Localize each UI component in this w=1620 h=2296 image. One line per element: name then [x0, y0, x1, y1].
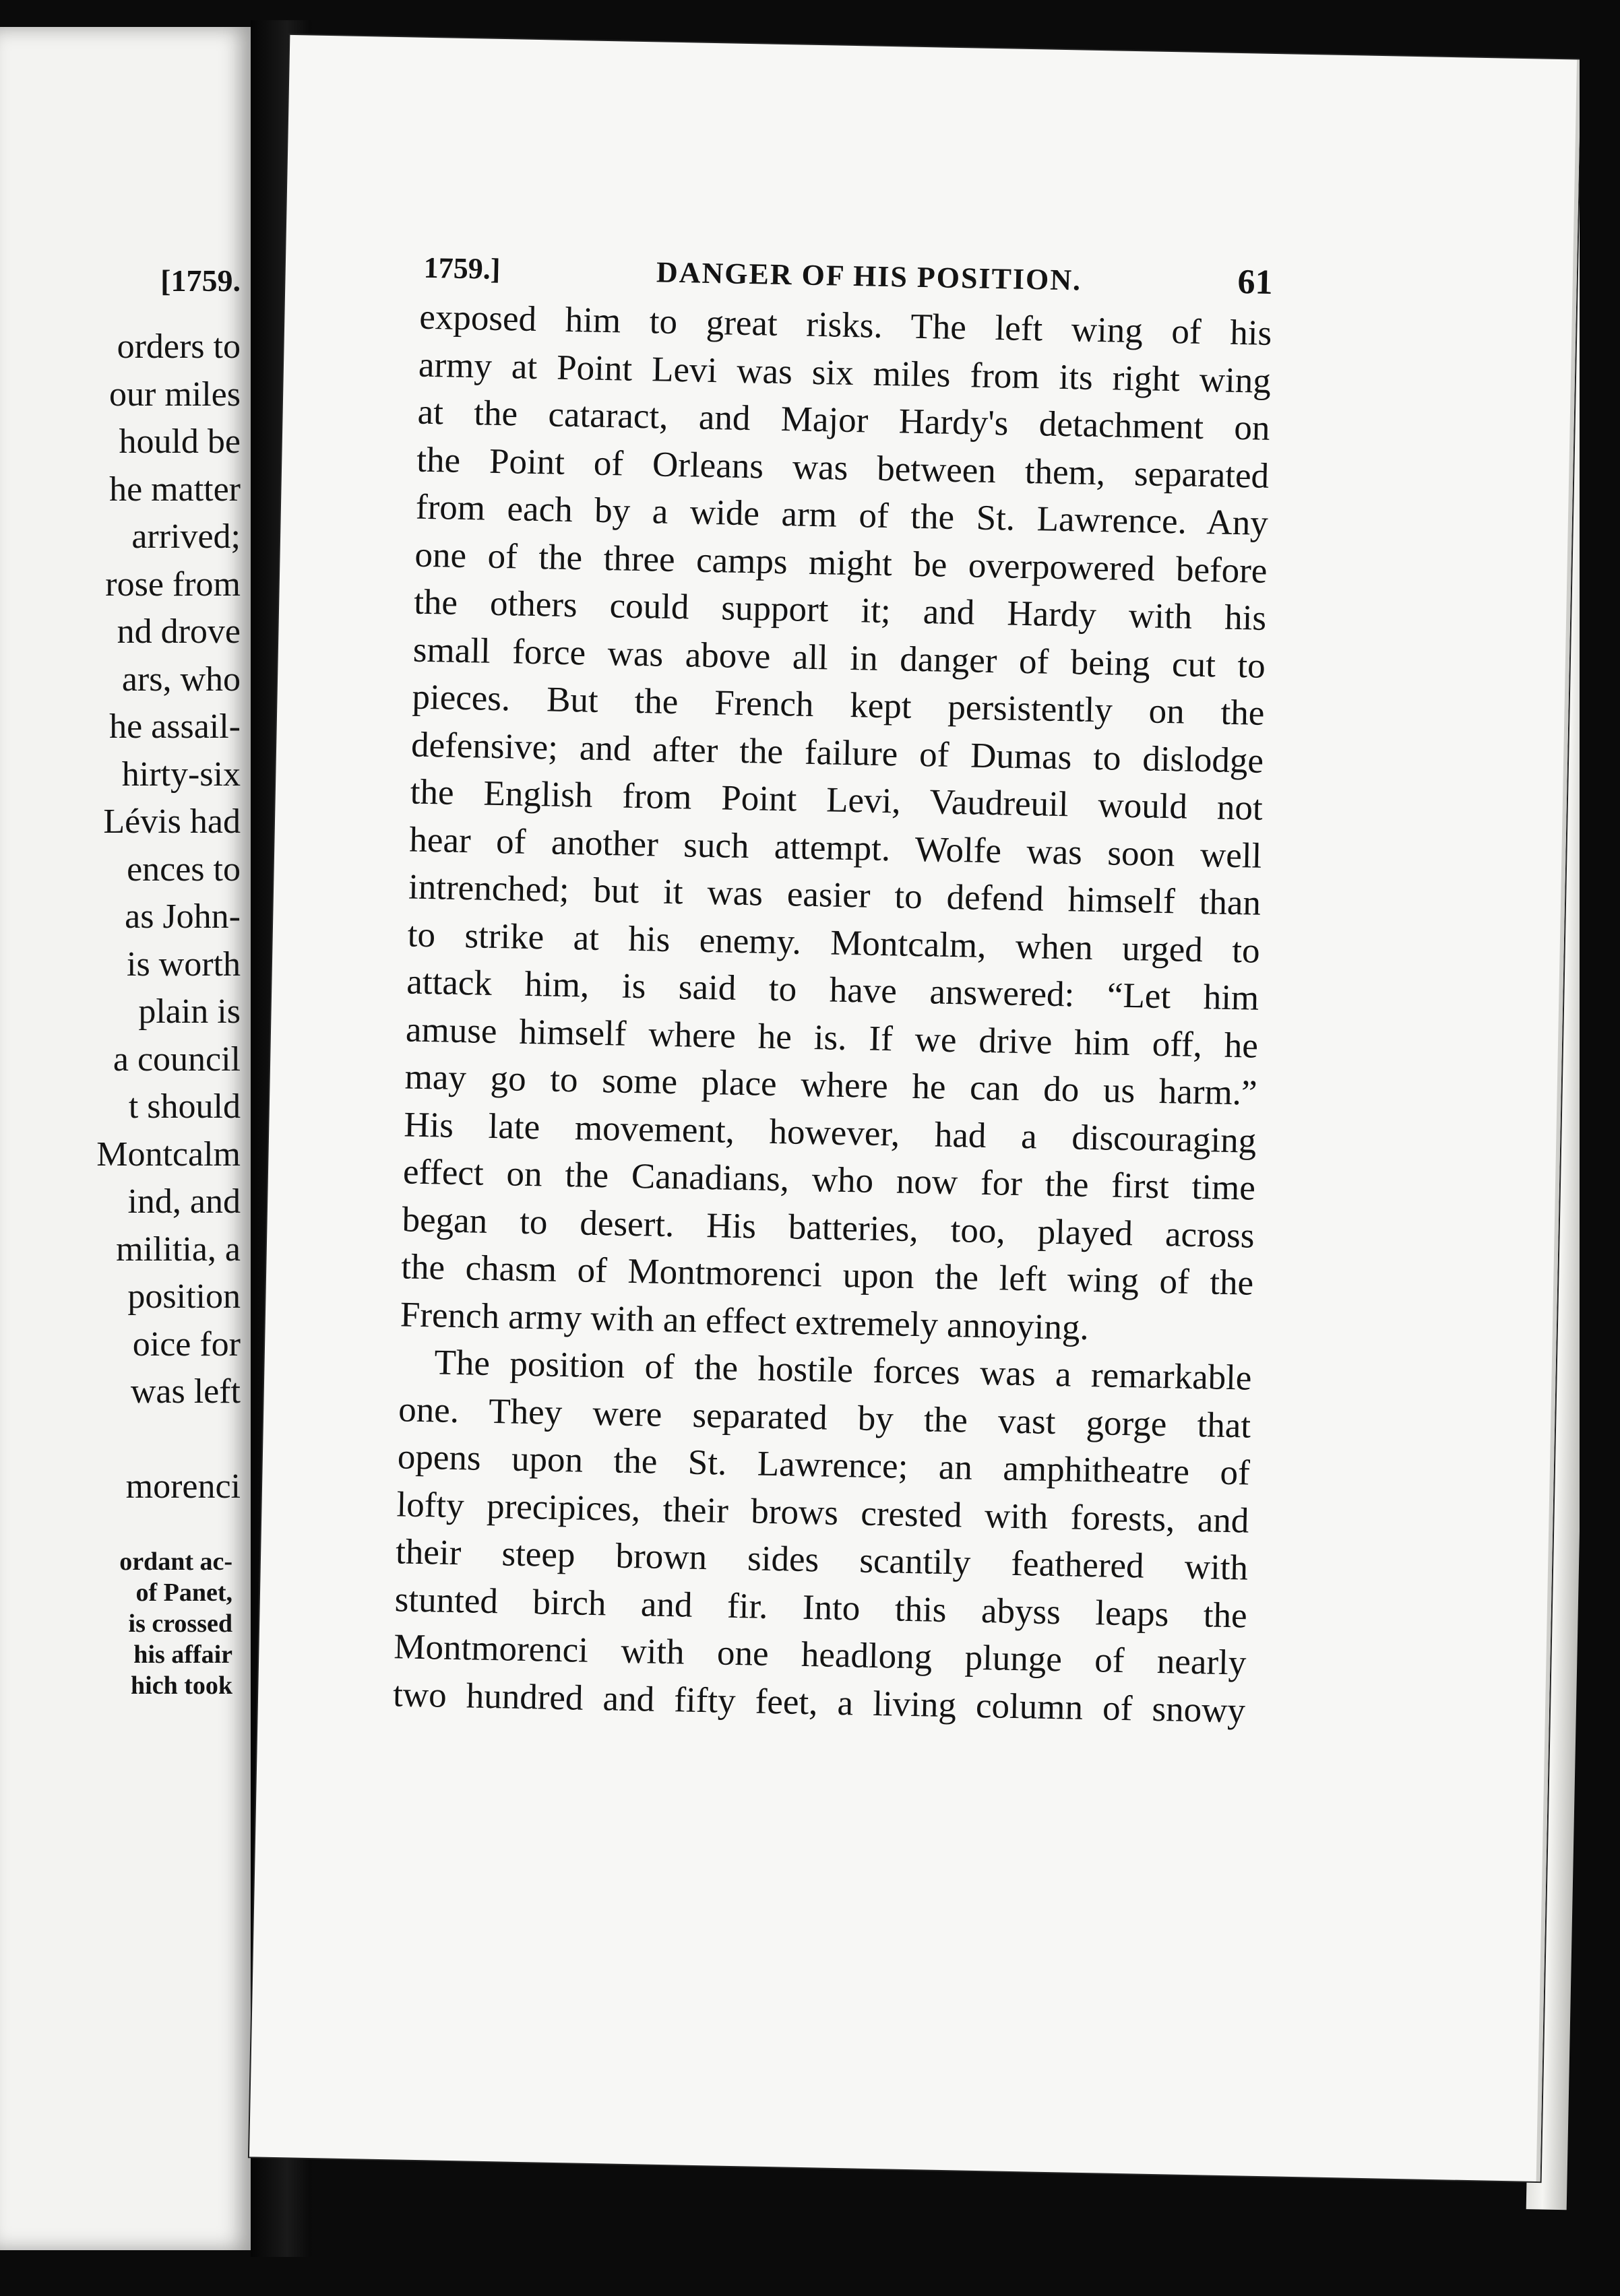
- footnote-line: is crossed: [128, 1609, 232, 1638]
- text-line: one. They were separated by the vast gorge that: [398, 1389, 1251, 1446]
- previous-page-header: [1759.: [160, 263, 241, 298]
- text-line: attack him, is said to have answered: “Let him: [406, 962, 1259, 1018]
- text-line: ind, and: [127, 1182, 241, 1221]
- page-number: 61: [1237, 262, 1274, 302]
- text-line: hould be: [119, 422, 241, 461]
- text-line: Montcalm: [96, 1135, 241, 1174]
- text-line: exposed him to great risks. The left wing of his: [418, 297, 1272, 353]
- text-line: hirty-six: [121, 755, 241, 794]
- running-header: [423, 247, 1273, 302]
- text-line: effect on the Canadians, who now for the first time: [402, 1152, 1256, 1208]
- text-line: French army with an effect extremely annoying.: [400, 1294, 1090, 1347]
- text-line: rose from: [105, 565, 241, 604]
- text-line: t should: [128, 1087, 241, 1126]
- text-line: he assail-: [109, 707, 241, 746]
- scan-border: [1580, 0, 1620, 2296]
- text-line: their steep brown sides scantily feathered with: [395, 1532, 1249, 1588]
- text-line: is worth: [127, 945, 241, 984]
- header-year: 1759.]: [423, 251, 501, 286]
- text-line: two hundred and fifty feet, a living column of snowy: [392, 1674, 1246, 1731]
- text-line: a council: [113, 1040, 241, 1079]
- text-line: nd drove: [117, 612, 241, 651]
- previous-page: [0, 27, 253, 2250]
- text-line: may go to some place where he can do us harm.”: [404, 1057, 1258, 1113]
- body-text: [392, 294, 1272, 1735]
- text-line: one of the three camps might be overpowered before: [414, 535, 1268, 591]
- text-line: Lévis had: [103, 802, 241, 841]
- text-line: was left: [130, 1372, 241, 1411]
- text-line: the English from Point Levi, Vaudreuil would not: [410, 772, 1264, 828]
- text-line: the chasm of Montmorenci upon the left wing of the: [400, 1247, 1254, 1303]
- text-line: Montmorenci with one headlong plunge of nearly: [393, 1627, 1247, 1683]
- text-line: [96, 1416, 241, 1464]
- text-line: amuse himself where he is. If we drive him off, he: [405, 1009, 1259, 1066]
- text-line: the Point of Orleans was between them, separated: [416, 440, 1270, 496]
- text-line: orders to: [117, 327, 241, 366]
- text-line: as John-: [125, 897, 241, 936]
- text-line: ars, who: [121, 660, 241, 699]
- text-line: plain is: [138, 992, 241, 1031]
- text-line: oice for: [132, 1325, 241, 1364]
- text-line: defensive; and after the failure of Dumas to dislodge: [410, 725, 1264, 781]
- text-line: position: [127, 1277, 241, 1316]
- footnote-line: hich took: [131, 1671, 232, 1700]
- header-title: DANGER OF HIS POSITION.: [656, 255, 1082, 297]
- text-line: he matter: [109, 470, 241, 509]
- text-line: began to desert. His batteries, too, played across: [402, 1199, 1255, 1256]
- text-line: small force was above all in danger of being cut to: [412, 630, 1266, 686]
- text-line: to strike at his enemy. Montcalm, when urged to: [407, 914, 1261, 971]
- footnote-line: of Panet,: [135, 1578, 232, 1607]
- text-line: army at Point Levi was six miles from its right wing: [418, 345, 1272, 401]
- text-line: militia, a: [116, 1230, 241, 1269]
- current-page: [249, 35, 1581, 2181]
- text-line: intrenched; but it was easier to defend himself than: [408, 867, 1261, 923]
- paragraph-2: [392, 1338, 1252, 1734]
- footnote-line: his affair: [133, 1640, 232, 1669]
- text-line: hear of another such attempt. Wolfe was soon well: [408, 820, 1262, 876]
- footnote-line: ordant ac-: [119, 1548, 232, 1576]
- text-line: The position of the hostile forces was a remarkable: [434, 1343, 1252, 1398]
- text-line: opens upon the St. Lawrence; an amphitheatre of: [397, 1437, 1251, 1493]
- text-line: the others could support it; and Hardy with his: [413, 582, 1267, 638]
- text-line: lofty precipices, their brows crested with forests, and: [396, 1484, 1249, 1541]
- text-line: arrived;: [131, 517, 241, 556]
- text-line: pieces. But the French kept persistently on the: [412, 677, 1265, 733]
- text-line: at the cataract, and Major Hardy's detachment on: [417, 392, 1271, 448]
- text-line: from each by a wide arm of the St. Lawrence. Any: [415, 487, 1269, 543]
- paragraph-1: [400, 294, 1272, 1355]
- text-line: ences to: [127, 850, 241, 889]
- previous-page-text: [96, 323, 241, 1511]
- text-line: morenci: [125, 1467, 241, 1506]
- text-line: our miles: [109, 375, 241, 414]
- text-line: His late movement, however, had a discouraging: [403, 1104, 1257, 1161]
- text-line: stunted birch and fir. Into this abyss leaps the: [394, 1579, 1248, 1636]
- previous-page-footnote: [119, 1546, 232, 1701]
